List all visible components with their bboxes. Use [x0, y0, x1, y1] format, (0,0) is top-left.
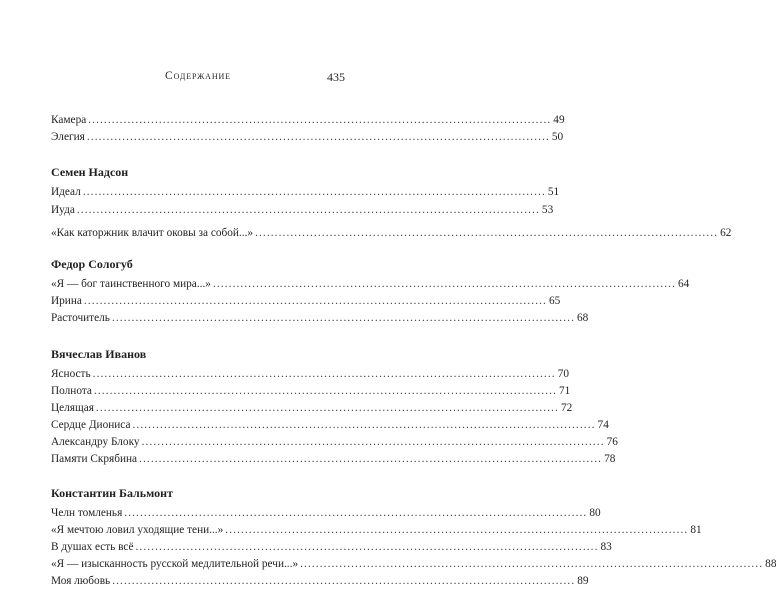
dot-leader [142, 434, 605, 451]
toc-entry[interactable] [51, 417, 609, 434]
dot-leader [213, 276, 676, 293]
toc-entry[interactable] [51, 383, 571, 400]
entry-title: Сердце Диониса [51, 419, 131, 432]
entry-page: 50 [551, 131, 564, 144]
entry-page: 68 [577, 312, 589, 325]
entry-title: В душах есть всё [51, 541, 134, 553]
entry-title: Идеал [51, 186, 81, 199]
toc-entry[interactable] [51, 573, 589, 590]
author-heading: Вячеслав Иванов [51, 346, 147, 361]
toc-entry[interactable] [51, 112, 565, 129]
entry-title: Челн томленья [51, 506, 123, 519]
toc-entry[interactable] [51, 539, 612, 556]
dot-leader [255, 225, 718, 242]
toc-entry[interactable] [51, 556, 776, 573]
dot-leader [132, 417, 595, 434]
entry-title: Александру Блоку [51, 436, 140, 449]
entry-title: Камера [51, 114, 87, 126]
author-heading: Федор Сологуб [51, 256, 133, 271]
entry-title: «Я мечтою ловил уходящие тени...» [51, 523, 224, 536]
running-title: Содержание [165, 70, 231, 82]
toc-entry[interactable] [51, 225, 732, 242]
entry-page: 62 [720, 226, 732, 239]
entry-page: 88 [765, 558, 776, 571]
toc-entry[interactable] [51, 505, 601, 522]
entry-page: 78 [604, 453, 616, 466]
entry-title: «Как каторжник влачит оковы за собой...» [51, 226, 254, 239]
dot-leader [77, 202, 540, 219]
dot-leader [124, 505, 587, 522]
entry-page: 49 [553, 114, 565, 126]
dot-leader [300, 556, 763, 573]
entry-page: 74 [597, 419, 609, 432]
toc-entry[interactable] [51, 293, 561, 310]
entry-title: Памяти Скрябина [51, 453, 138, 466]
page-number: 435 [327, 70, 345, 84]
entry-page: 51 [547, 186, 560, 199]
entry-title: Расточитель [51, 312, 110, 325]
running-head [51, 70, 345, 88]
toc-entry[interactable] [51, 366, 569, 383]
toc-entry[interactable] [51, 522, 702, 539]
toc-entry[interactable] [51, 451, 616, 468]
toc-entry[interactable] [51, 400, 573, 417]
toc-entry[interactable] [51, 310, 589, 327]
dot-leader [139, 451, 602, 468]
dot-leader [96, 400, 559, 417]
dot-leader [112, 310, 575, 327]
entry-page: 65 [548, 295, 561, 308]
entry-title: Элегия [51, 131, 85, 144]
entry-title: Ирина [51, 295, 82, 308]
toc-section-sologub [51, 256, 690, 328]
toc-entry[interactable] [51, 129, 564, 146]
dot-leader [93, 366, 556, 383]
toc-entry[interactable] [51, 184, 560, 201]
dot-leader [84, 293, 547, 310]
entry-title: Моя любовь [51, 575, 111, 588]
toc-entry[interactable] [51, 276, 690, 293]
dot-leader [135, 539, 598, 556]
dot-leader [112, 573, 575, 590]
entry-page: 53 [541, 203, 554, 216]
dot-leader [87, 129, 550, 146]
entry-page: 64 [678, 277, 690, 290]
entry-page: 80 [589, 506, 601, 519]
entry-title: «Я — бог таинственного мира...» [51, 277, 211, 290]
dot-leader [83, 184, 546, 201]
entry-page: 76 [606, 436, 618, 449]
entry-page: 71 [559, 384, 571, 397]
toc-section-ivanov [51, 346, 618, 469]
entry-title: Ясность [51, 367, 91, 380]
toc-section-nadson [51, 164, 732, 242]
entry-title: Целящая [51, 401, 94, 414]
dot-leader [88, 112, 551, 129]
author-heading: Константин Бальмонт [51, 485, 173, 500]
dot-leader [225, 522, 688, 539]
entry-page: 70 [557, 367, 569, 380]
entry-page: 89 [577, 575, 589, 588]
toc-entry[interactable] [51, 434, 618, 451]
author-heading: Семен Надсон [51, 165, 129, 180]
entry-title: «Я — изысканность русской медлительной речи...» [51, 558, 299, 571]
toc-entry[interactable] [51, 202, 554, 219]
entry-title: Иуда [51, 203, 75, 216]
toc-section-continued [51, 112, 565, 146]
entry-page: 72 [560, 401, 573, 414]
toc-section-balmont [51, 485, 776, 591]
entry-page: 83 [600, 541, 612, 553]
entry-title: Полнота [51, 384, 92, 397]
table-of-contents [51, 100, 776, 591]
dot-leader [94, 383, 557, 400]
entry-page: 81 [690, 523, 702, 536]
